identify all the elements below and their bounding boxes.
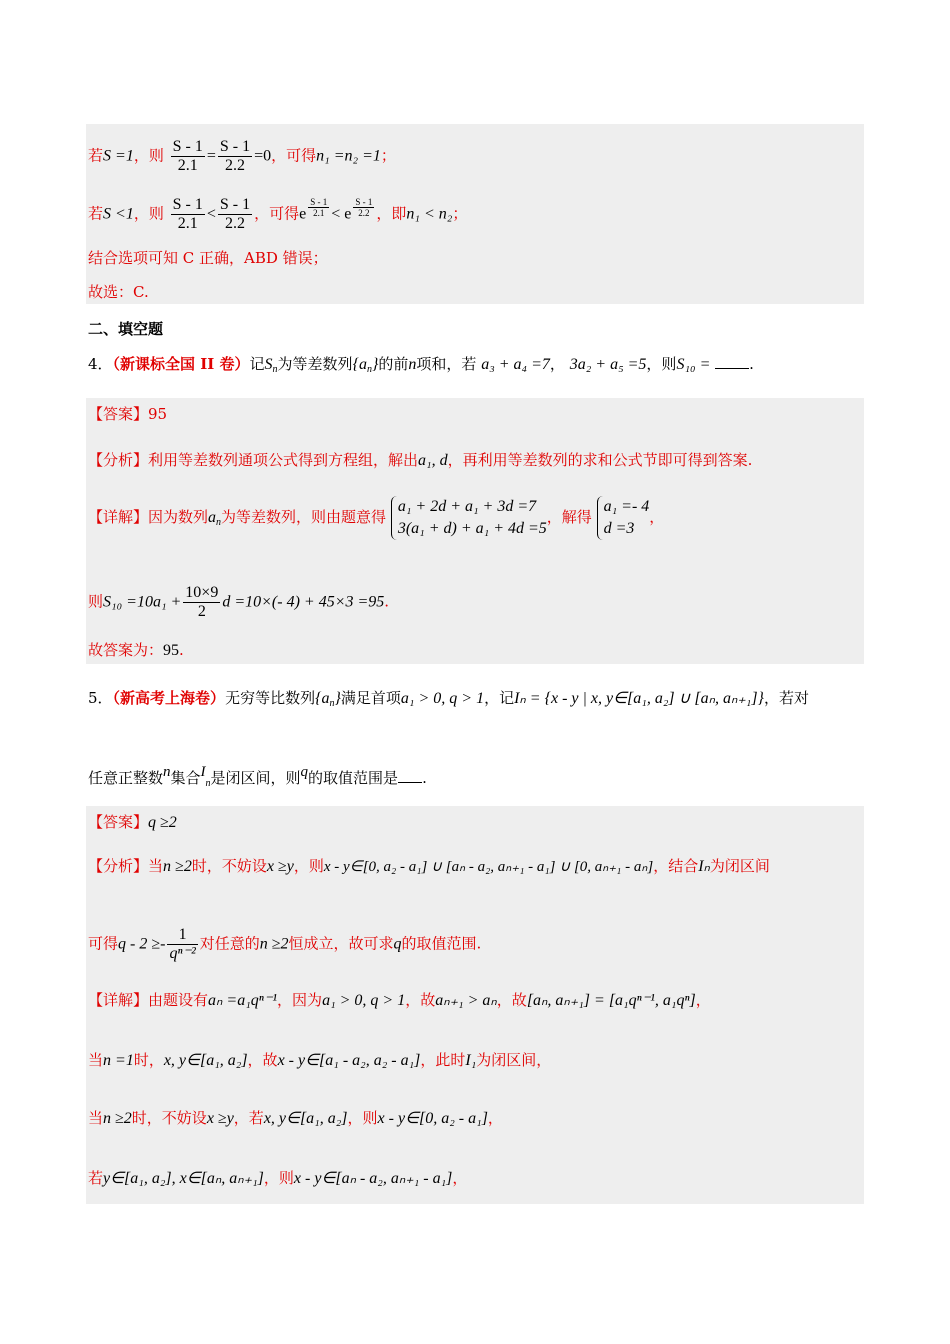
final-answer-4: 故答案为：95. [88,641,184,659]
analysis-4: 【分析】利用等差数列通项公式得到方程组，解出a₁, d，再利用等差数列的求和公式节即可得到答案. [88,451,753,469]
detail-5: 【详解】由题设有aₙ =a₁qⁿ⁻¹，因为a₁ > 0, q > 1，故aₙ₊₁ > aₙ，故[aₙ, aₙ₊₁] = [a₁qⁿ⁻¹, a₁qⁿ]， [88,991,711,1009]
analysis-5: 【分析】当n ≥2时，不妨设x ≥y，则x - y∈[0, a₂ - a₁] ∪ [aₙ - a₂, aₙ₊₁ - a₁] ∪ [0, aₙ₊₁ - aₙ]，结合Iₙ为闭区间 [88,857,770,875]
solution-system: a₁ =- 4 d =3 [597,496,650,540]
section-heading: 二、填空题 [88,320,164,338]
answer-5: 【答案】q ≥2 [88,813,177,831]
detail-4: 【详解】因为数列$a_n$为等差数列，则由题意得 a₁ + 2d + a₁ + 3d =7 3(a₁ + d) + a₁ + 4d =5 ，解得 a₁ =- 4 d =3 ， [88,496,664,540]
analysis-5-cont: 可得q - 2 ≥- $\frac{1}{\text{qⁿ⁻²}}$ 对任意的n ≥2恒成立，故可求q的取值范围. [88,926,482,962]
solution-line-s-equals-1: 若S =1，则 $\frac{S - 1}{2.1}$ = $\frac{S - 1}{2.2}$ =0，可得n₁ =n₂ =1； [88,138,396,174]
answer-blank [398,768,422,783]
solution-choice: 故选：C. [88,283,149,301]
answer-blank [715,354,749,369]
detail-5-case-n1: 当n =1时，x, y∈[a₁, a₂]，故x - y∈[a₁ - a₂, a₂ - a₁]，此时I₁为闭区间， [88,1051,552,1069]
solution-conclusion: 结合选项可知 C 正确，ABD 错误； [88,249,328,267]
calculation-4: 则S₁₀ =10a₁ + $\frac{10\times 9}{2}$ d =10×(- 4) + 45×3 =95. [88,584,390,620]
question-4: 4．（新课标全国 II 卷）记$S_n$为等差数列$\{a_n\}$的前n项和，若 a₃ + a₄ =7， 3a₂ + a₅ =5，则S₁₀ = . [88,355,754,375]
question-5: 5．（新高考上海卷）无穷等比数列$\{a_n\}$满足首项a₁ > 0, q > 1，记Iₙ = {x - y | x, y∈[a₁, a₂] ∪ [aₙ, aₙ₊₁]}，若对 [88,689,809,709]
equation-system: a₁ + 2d + a₁ + 3d =7 3(a₁ + d) + a₁ + 4d =5 [391,496,547,540]
detail-5-case-n2: 当n ≥2时，不妨设x ≥y，若x, y∈[a₁, a₂]，则x - y∈[0, a₂ - a₁]， [88,1109,503,1127]
detail-5-subcase: 若y∈[a₁, a₂], x∈[aₙ, aₙ₊₁]，则x - y∈[aₙ - a₂, aₙ₊₁ - a₁]， [88,1169,468,1187]
question-5-cont: 任意正整数n集合$I_n$是闭区间，则q的取值范围是 . [88,764,427,789]
solution-line-s-less-1: 若S <1，则 $\frac{S - 1}{2.1}$ < $\frac{S - 1}{2.2}$ ，可得e $^{\frac{S - 1}{2.1}}$ < e $^{\frac{S - 1}{2.2}}$ ，即n₁ < n₂； [88,196,468,232]
answer-4: 【答案】95 [88,405,168,423]
